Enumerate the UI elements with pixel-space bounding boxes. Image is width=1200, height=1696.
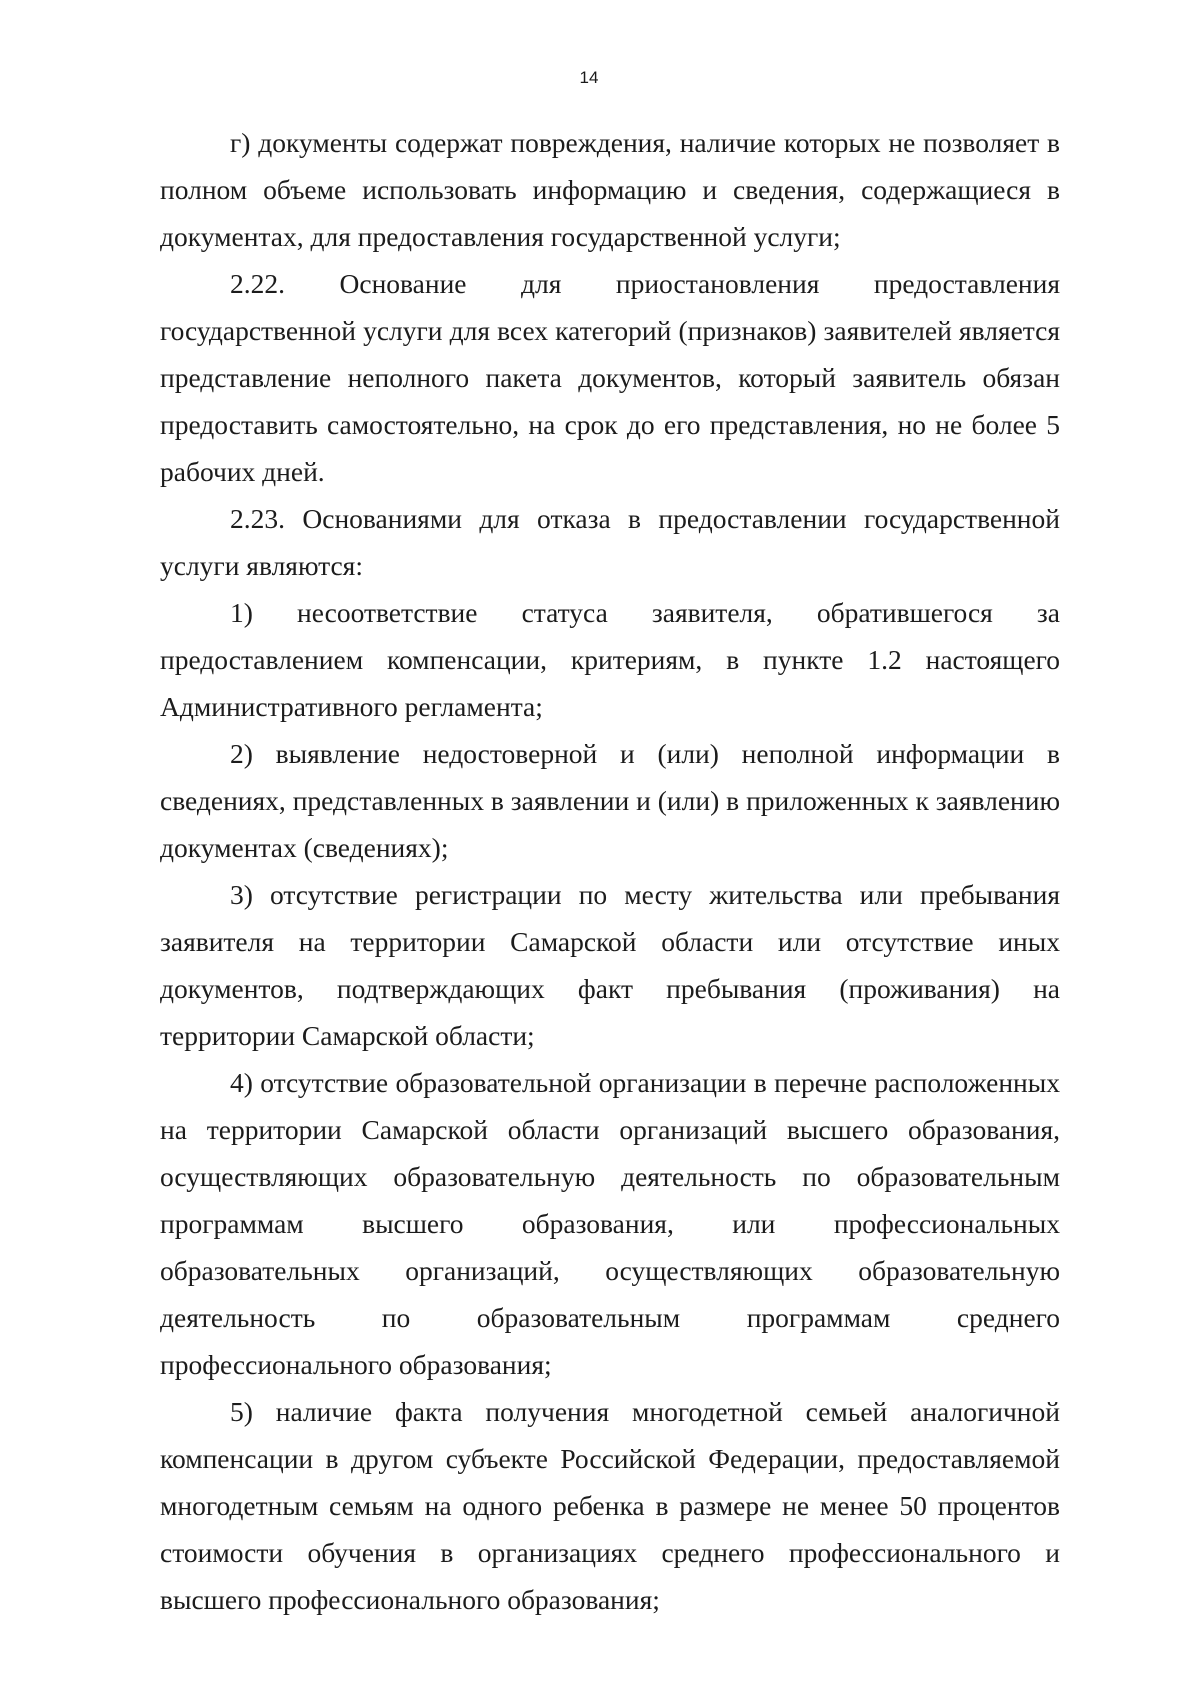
paragraph-item-5: 5) наличие факта получения многодетной семьей аналогичной компенсации в другом субъекте Российской Федерации, предоставляемой многодетным семьям на одного ребенка в размере не менее 50 процентов стоимости обучения в организациях среднего профессионального и высшего профессионального образования; xyxy=(160,1396,1060,1615)
paragraph-g-damaged-documents: г) документы содержат повреждения, наличие которых не позволяет в полном объеме использовать информацию и сведения, содержащиеся в документах, для предоставления государственной услуги; xyxy=(160,127,1060,252)
page-number: 14 xyxy=(579,68,599,87)
paragraph-2-23-refusal-grounds: 2.23. Основаниями для отказа в предоставлении государственной услуги являются: xyxy=(160,503,1060,581)
paragraph-2-22-suspension-grounds: 2.22. Основание для приостановления предоставления государственной услуги для всех категорий (признаков) заявителей является представление неполного пакета документов, который заявитель обязан предоставить самостоятельно, на срок до его представления, но не более 5 рабочих дней. xyxy=(160,268,1060,487)
document-body xyxy=(160,119,1060,1623)
paragraph-item-1: 1) несоответствие статуса заявителя, обратившегося за предоставлением компенсации, критериям, в пункте 1.2 настоящего Административного регламента; xyxy=(160,597,1060,722)
paragraph-item-3: 3) отсутствие регистрации по месту жительства или пребывания заявителя на территории Самарской области или отсутствие иных документов, подтверждающих факт пребывания (проживания) на территории Самарской области; xyxy=(160,879,1060,1051)
paragraph-item-2: 2) выявление недостоверной и (или) неполной информации в сведениях, представленных в заявлении и (или) в приложенных к заявлению документах (сведениях); xyxy=(160,738,1060,863)
paragraph-item-4: 4) отсутствие образовательной организации в перечне расположенных на территории Самарской области организаций высшего образования, осуществляющих образовательную деятельность по образовательным программам высшего образования, или профессиональных образовательных организаций, осуществляющих образовательную деятельность по образовательным программам среднего профессионального образования; xyxy=(160,1067,1060,1380)
